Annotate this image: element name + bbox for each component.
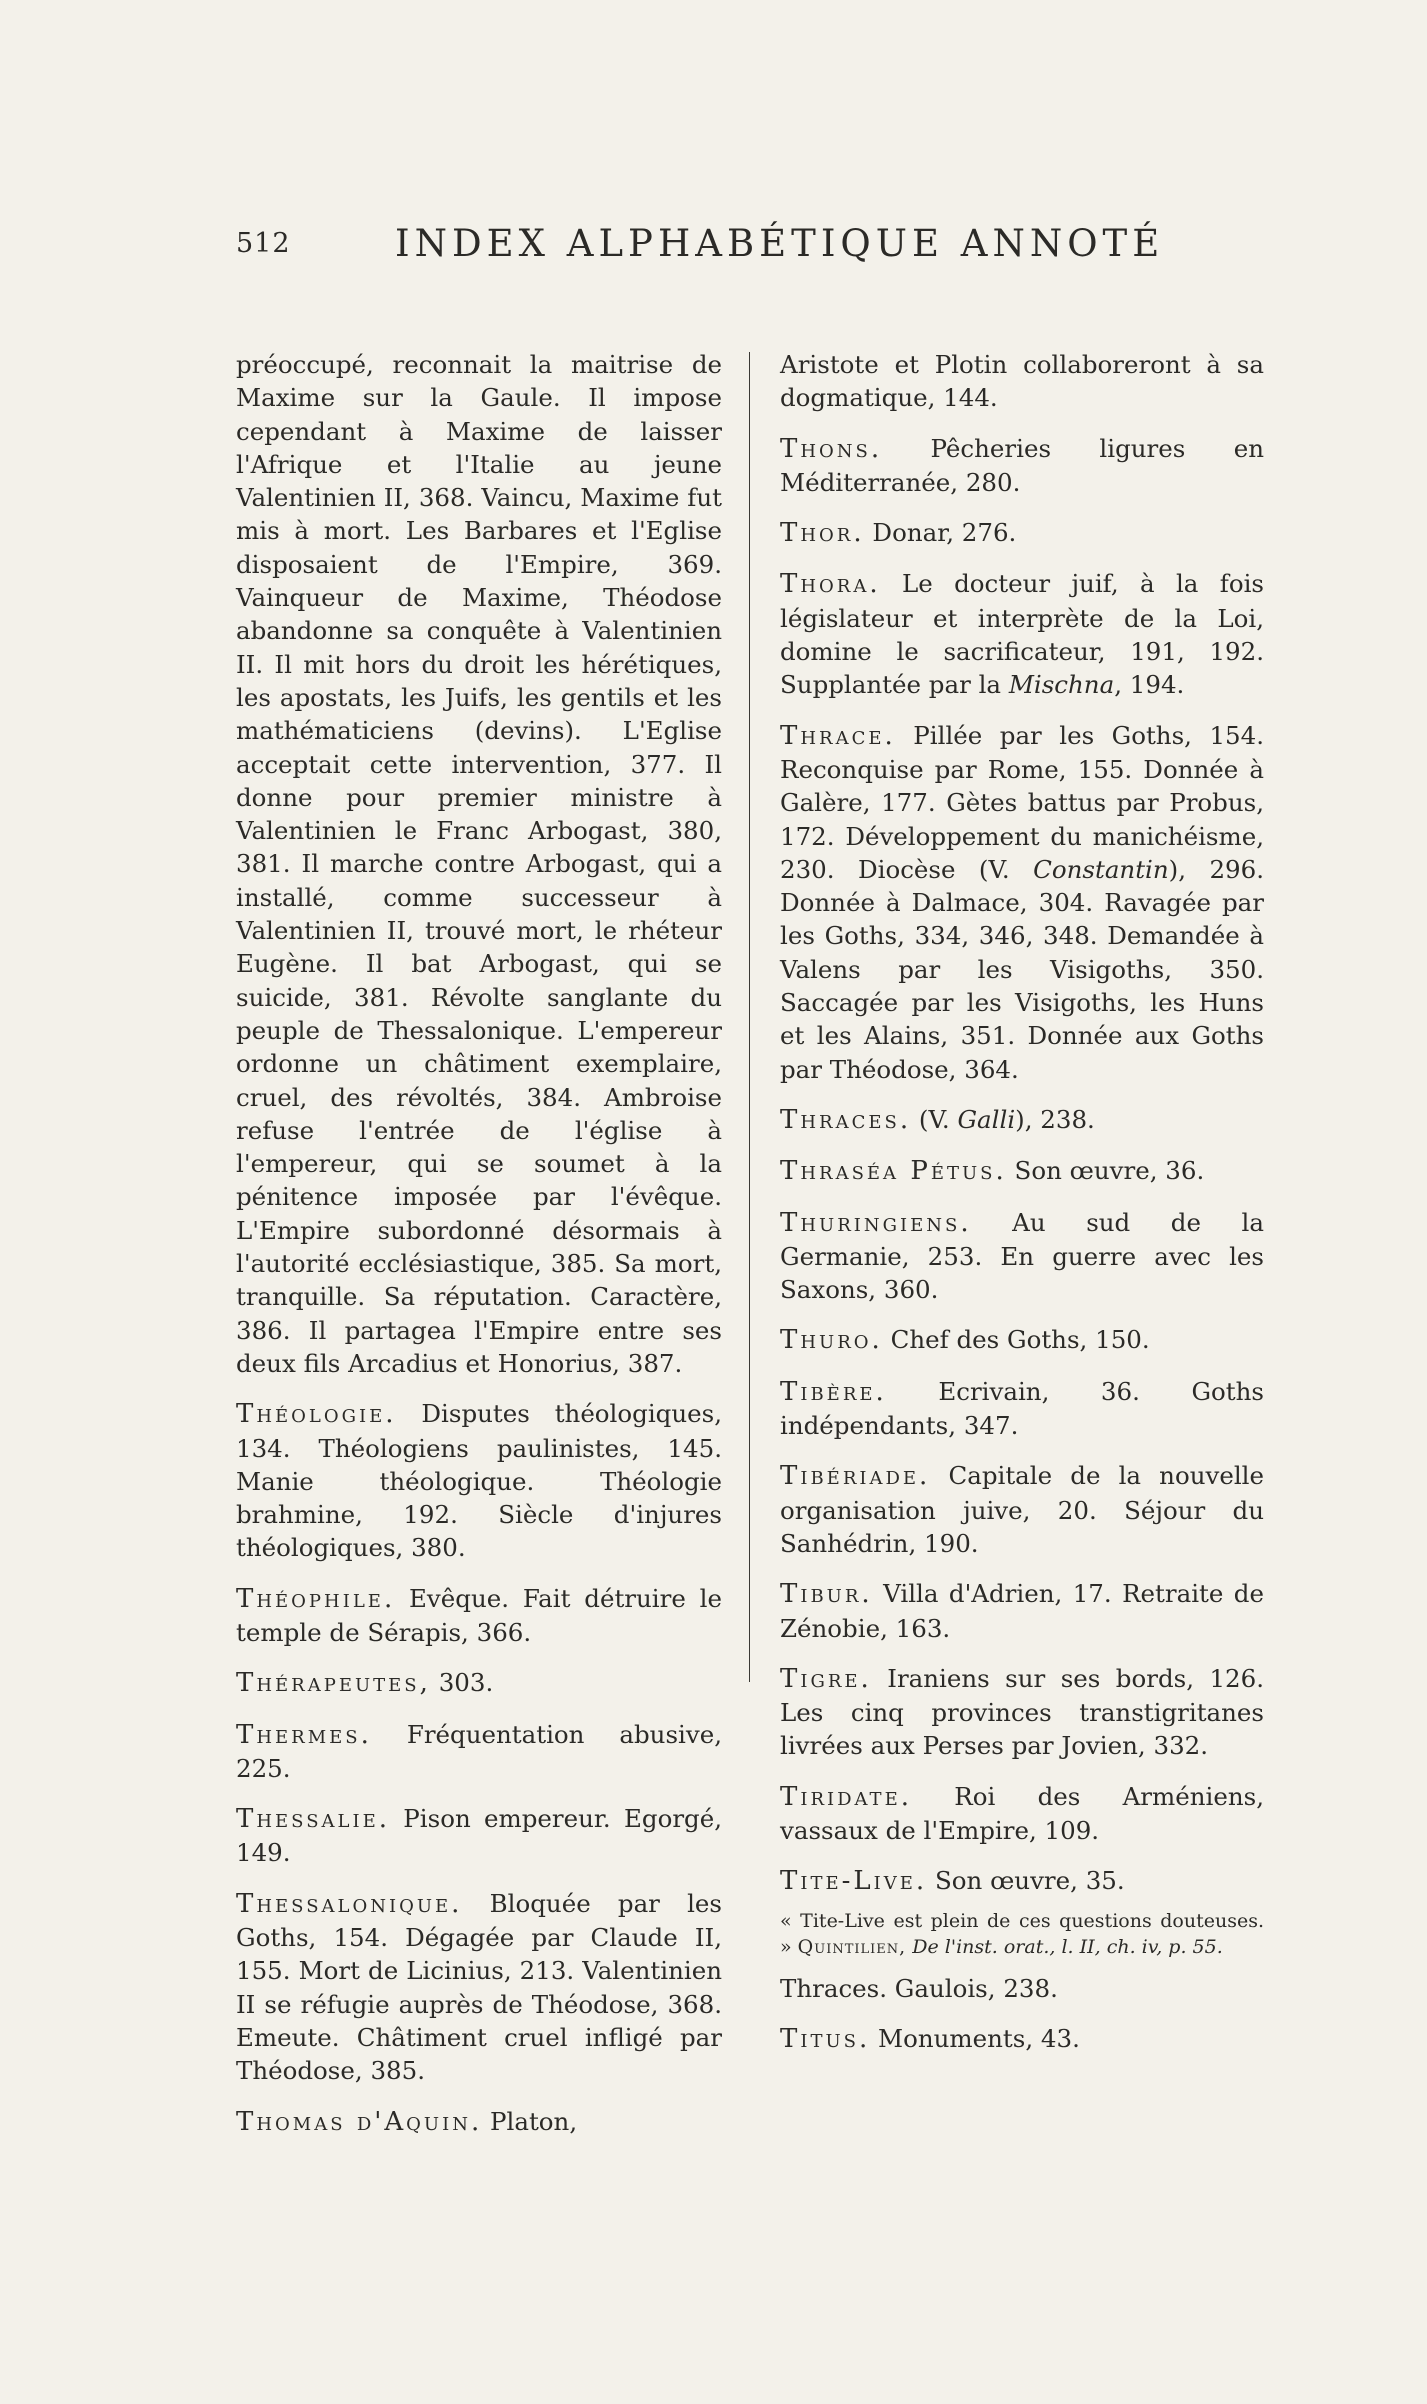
running-title: INDEX ALPHABÉTIQUE ANNOTÉ <box>395 222 1165 265</box>
entry-text: Le docteur juif, à la fois législateur et interprète de la Loi, domine le sacrificateur, 191, 192. Supplantée par la <box>780 569 1264 700</box>
entry-text: 303. <box>438 1668 494 1698</box>
entry-text: Monuments, 43. <box>878 2023 1080 2053</box>
entry-text: Capitale de la nouvelle organisation juive, 20. Séjour du Sanhédrin, 190. <box>780 1461 1264 1558</box>
entry-text: Ecrivain, 36. Goths indépendants, 347. <box>780 1376 1264 1441</box>
entry-headword: Thraséa Pétus. <box>780 1156 1007 1187</box>
index-entry <box>780 567 1264 701</box>
entry-text: Bloquée par les Goths, 154. Dégagée par Claude II, 155. Mort de Licinius, 213. Valentinien II se réfugie auprès de Théodose, 368. Emeute. Châtiment cruel infligé par Théodose, 385. <box>236 1888 722 2086</box>
index-entry <box>236 2105 722 2139</box>
column-divider <box>749 352 750 1682</box>
entry-headword: Tibère. <box>780 1376 887 1407</box>
index-entry <box>780 432 1264 500</box>
index-entry <box>780 1972 1264 2005</box>
entry-text: Chef des Goths, 150. <box>890 1325 1150 1355</box>
quote-text: « Tite-Live est plein de ces questions douteuses. » <box>780 1909 1264 1958</box>
quote-reference: De l'inst. orat., l. II, ch. iv, p. 55. <box>912 1935 1223 1958</box>
entry-headword: Tigre. <box>780 1663 872 1694</box>
index-entry <box>780 1459 1264 1560</box>
entry-headword: Thuro. <box>780 1325 883 1356</box>
entry-headword: Tibur. <box>780 1579 873 1610</box>
left-column <box>236 348 722 2156</box>
quotation <box>780 1908 1264 1960</box>
index-entry <box>236 1887 722 2088</box>
entry-headword: Thraces. <box>780 1104 912 1135</box>
entry-headword: Théologie. <box>236 1399 397 1430</box>
entry-headword: Thora. <box>780 569 881 600</box>
entry-text: Iraniens sur ses bords, 126. Les cinq provinces transtigritanes livrées aux Perses par Jovien, 332. <box>780 1663 1265 1761</box>
index-entry <box>780 1864 1264 1898</box>
entry-headword: Thor. <box>780 518 865 549</box>
entry-text: Disputes théologiques, 134. Théologiens paulinistes, 145. Manie théologique. Théologie brahmine, 192. Siècle d'injures théologiques, 380. <box>236 1399 722 1563</box>
entry-text: (V. <box>918 1104 950 1134</box>
entry-text: Evêque. Fait détruire le temple de Sérapis, 366. <box>236 1583 722 1647</box>
entry-text: Fréquentation abusive, 225. <box>236 1719 722 1783</box>
entry-text: Pison empereur. Egorgé, 149. <box>236 1804 722 1868</box>
entry-italic: Galli <box>957 1104 1016 1134</box>
entry-headword: Thérapeutes, <box>236 1668 431 1699</box>
entry-text-after: ), 296. Donnée à Dalmace, 304. Ravagée par les Goths, 334, 346, 348. Demandée à Valens par les Visigoths, 350. Saccagée par les Visigoths, les Huns et les Alains, 351. Donnée aux Goths par Théodose, 364. <box>780 854 1264 1084</box>
entry-headword: Théophile. <box>236 1583 396 1614</box>
entry-headword: Thons. <box>780 433 883 464</box>
entry-text: préoccupé, reconnait la maitrise de Maxime sur la Gaule. Il impose cependant à Maxime de laisser l'Afrique et l'Italie au jeune Valentinien II, 368. Vaincu, Maxime fut mis à mort. Les Barbares et l'Eglise disposaient de l'Empire, 369. Vainqueur de Maxime, Théodose abandonne sa conquête à Valentinien II. Il mit hors du droit les hérétiques, les apostats, les Juifs, les gentils et les mathématiciens (devins). L'Eglise acceptait cette intervention, 377. Il donne pour premier ministre à Valentinien le Franc Arbogast, 380, 381. Il marche contre Arbogast, qui a installé, comme successeur à Valentinien II, trouvé mort, le rhéteur Eugène. Il bat Arbogast, qui se suicide, 381. Révolte sanglante du peuple de Thessalonique. L'empereur ordonne un châtiment exemplaire, cruel, des révoltés, 384. Ambroise refuse l'entrée de l'église à l'empereur, qui se soumet à la pénitence imposée par l'évêque. L'Empire subordonné désormais à l'autorité ecclésiastique, 385. Sa mort, tranquille. Sa réputation. Caractère, 386. Il partagea l'Empire entre ses deux fils Arcadius et Honorius, 387. <box>236 350 722 1378</box>
index-entry <box>780 719 1264 1086</box>
index-entry <box>236 1582 722 1650</box>
entry-text-after: , 194. <box>1114 670 1185 700</box>
index-entry <box>780 1577 1264 1645</box>
index-entry <box>780 1375 1264 1443</box>
entry-text: Au sud de la Germanie, 253. En guerre avec les Saxons, 360. <box>780 1207 1264 1305</box>
entry-headword: Thuringiens. <box>780 1207 972 1238</box>
index-entry <box>780 1780 1264 1848</box>
entry-text: Pillée par les Goths, 154. Reconquise par Rome, 155. Donnée à Galère, 177. Gètes battus par Probus, 172. Développement du manichéisme, 230. Diocèse (V. <box>780 720 1264 884</box>
entry-text: Pêcheries ligures en Méditerranée, 280. <box>780 433 1264 497</box>
entry-headword: Thessalonique. <box>236 1888 463 1919</box>
entry-headword: Thessalie. <box>236 1804 390 1835</box>
index-entry <box>236 1802 722 1870</box>
entry-headword: Thomas d'Aquin. <box>236 2106 483 2137</box>
index-entry <box>780 1154 1264 1188</box>
index-entry <box>780 348 1264 415</box>
entry-headword: Tite-Live. <box>780 1866 928 1897</box>
entry-text: Donar, 276. <box>872 518 1017 548</box>
index-entry <box>236 1666 722 1700</box>
entry-headword: Thrace. <box>780 720 896 751</box>
index-entry <box>780 1206 1264 1307</box>
entry-text: Roi des Arméniens, vassaux de l'Empire, 109. <box>780 1781 1264 1845</box>
index-entry <box>780 1103 1264 1137</box>
entry-headword: Tiridate. <box>780 1781 912 1812</box>
entry-italic: Mischna <box>1008 670 1115 700</box>
index-entry <box>236 1397 722 1564</box>
quote-author: Quintilien, <box>797 1935 907 1958</box>
entry-headword: Tibériade. <box>780 1461 931 1492</box>
entry-text-after: ), 238. <box>1015 1104 1095 1134</box>
page-header <box>0 222 1427 272</box>
page-number: 512 <box>236 228 291 259</box>
entry-text: Villa d'Adrien, 17. Retraite de Zénobie, 163. <box>780 1579 1264 1643</box>
index-entry <box>780 2022 1264 2056</box>
entry-italic: Constantin <box>1033 854 1169 884</box>
index-entry <box>236 348 722 1380</box>
entry-text: Aristote et Plotin collaboreront à sa dogmatique, 144. <box>780 350 1264 413</box>
index-entry <box>236 1718 722 1786</box>
entry-text: Platon, <box>490 2106 578 2136</box>
index-entry <box>780 1323 1264 1357</box>
entry-text: Son œuvre, 35. <box>934 1866 1125 1896</box>
index-entry <box>780 1662 1264 1763</box>
right-column <box>780 348 1264 2073</box>
entry-text: Son œuvre, 36. <box>1014 1156 1205 1186</box>
index-entry <box>780 516 1264 550</box>
entry-headword: Thermes. <box>236 1719 372 1750</box>
entry-text: Thraces. Gaulois, 238. <box>780 1973 1058 2003</box>
entry-headword: Titus. <box>780 2023 871 2054</box>
